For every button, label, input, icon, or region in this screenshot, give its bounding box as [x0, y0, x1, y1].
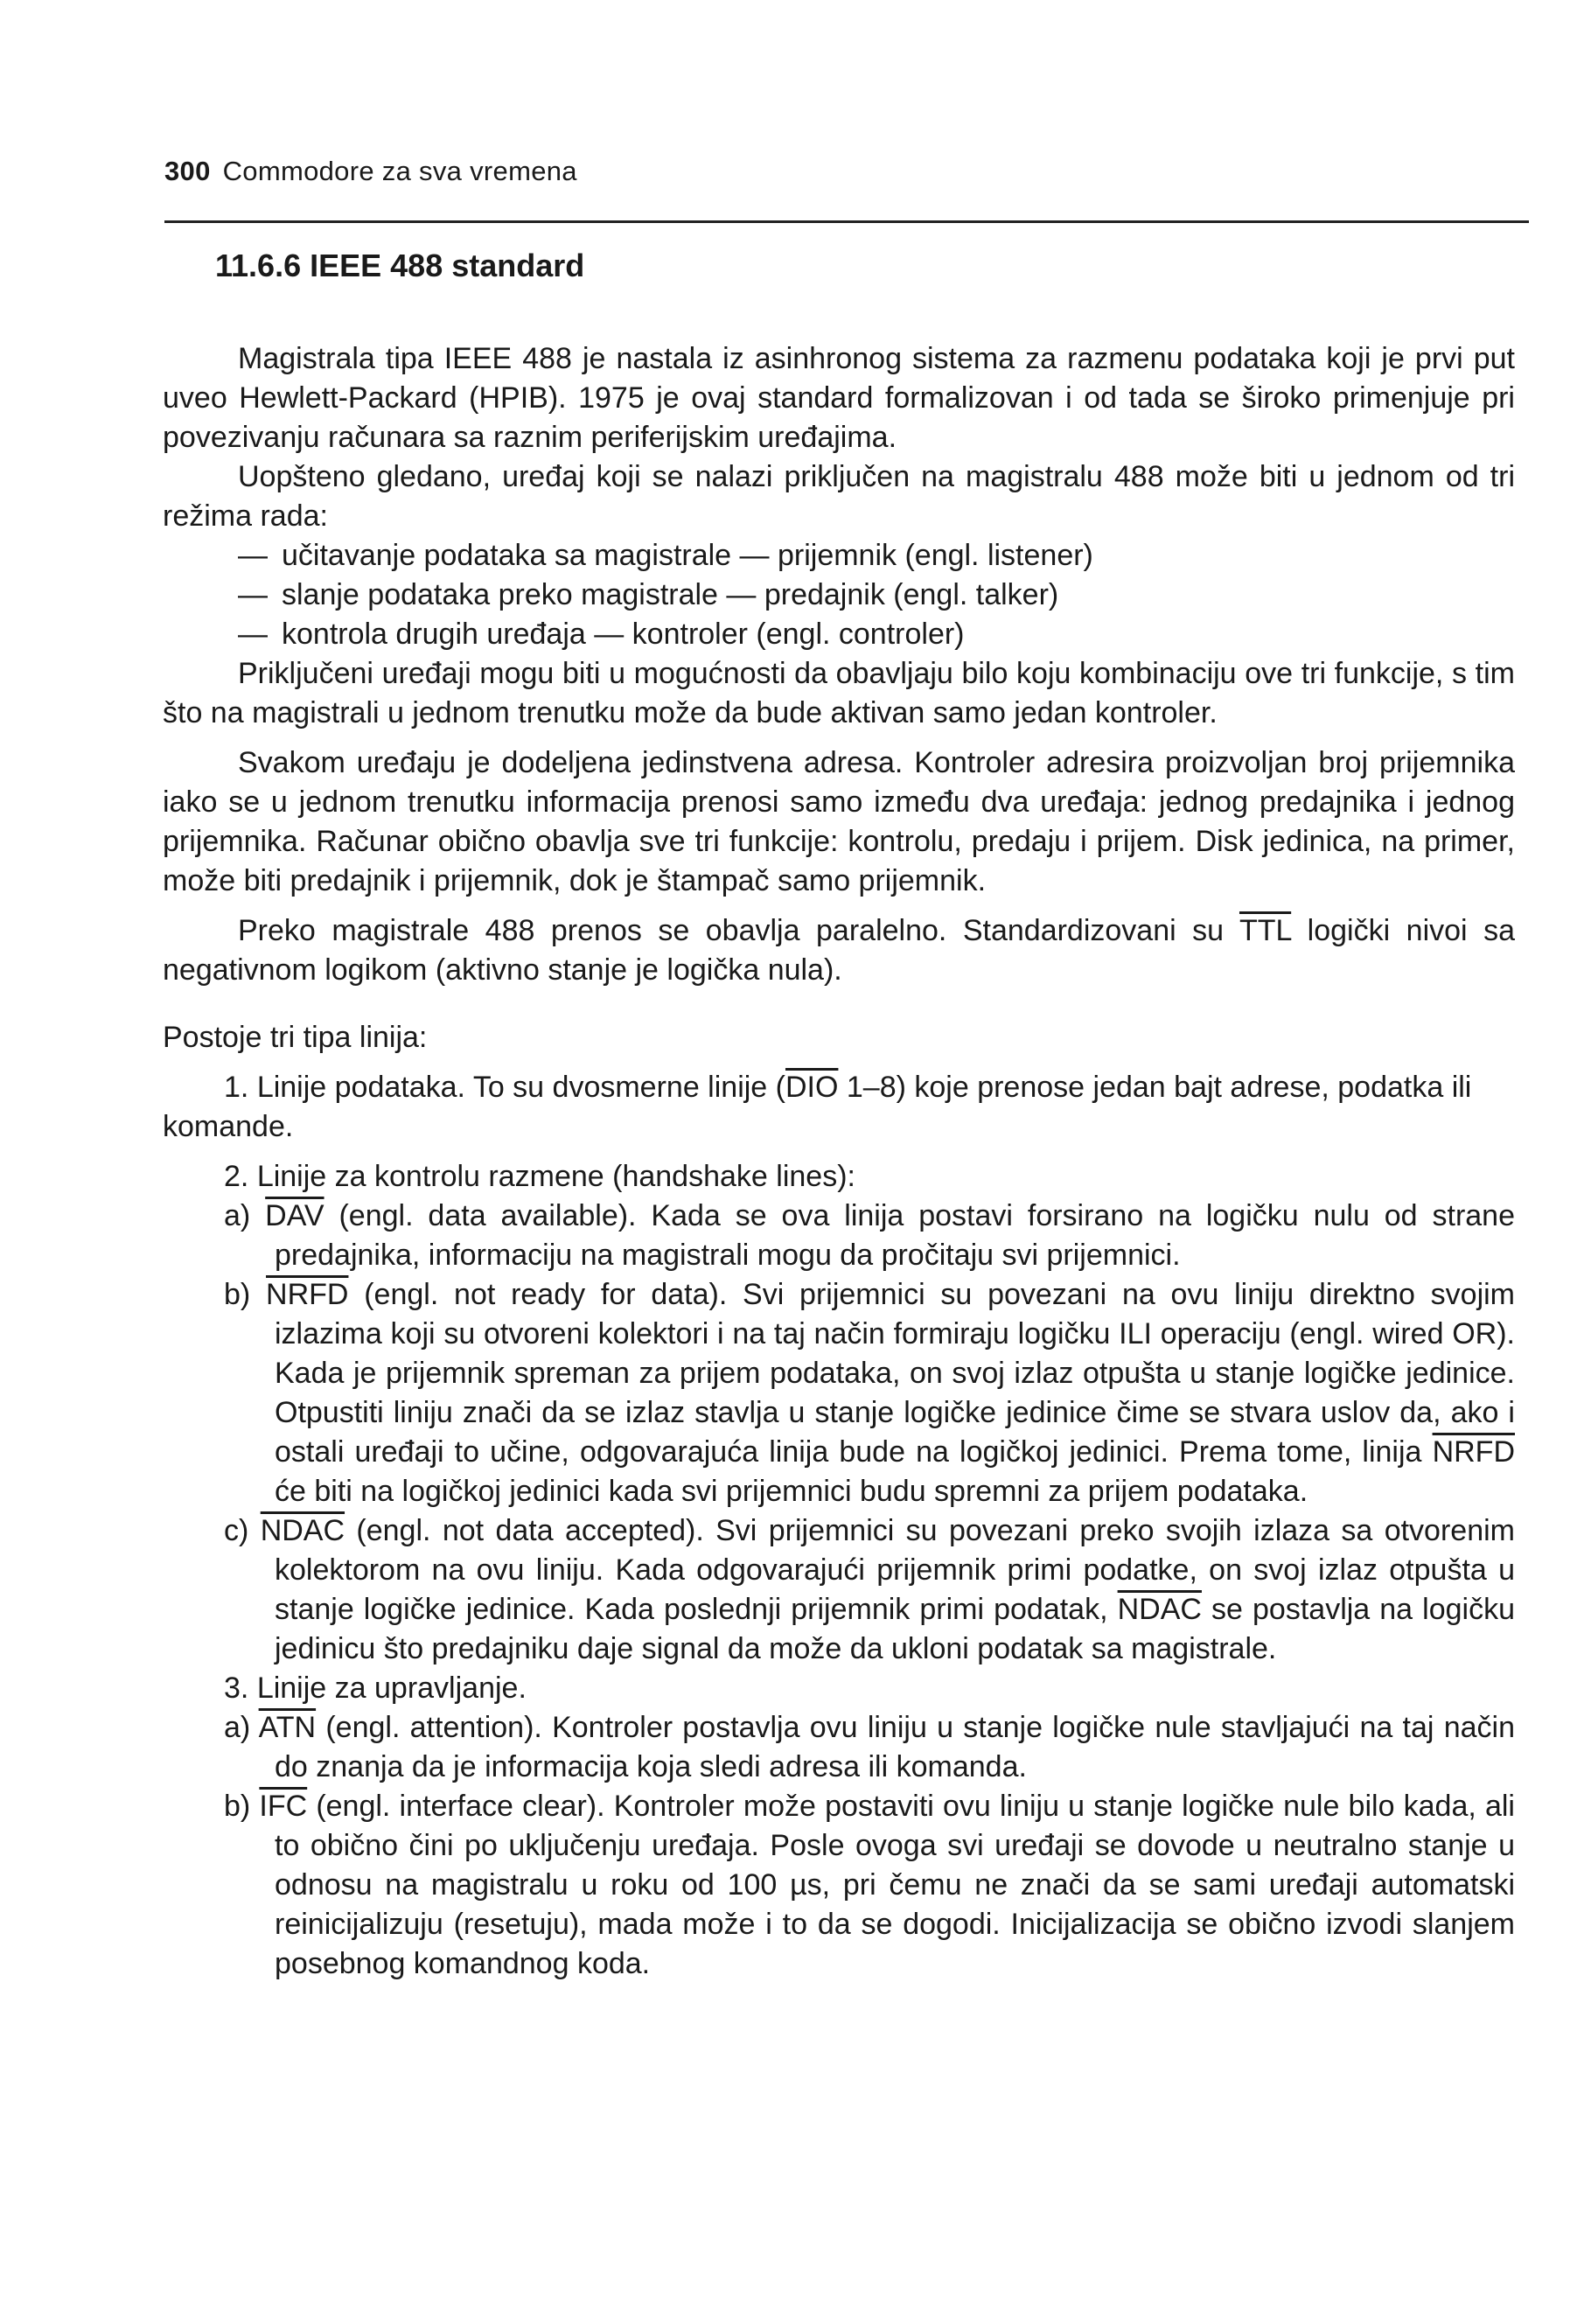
- list-item-control-lines: 3. Linije za upravljanje.: [224, 1671, 527, 1705]
- sub-item-ifc: b) $\overline{IFC}$ (engl. interface clear). Kontroler može postaviti ovu liniju u stanje logičke nule bilo kada, ali to obično čini po uključenju uređaja. Posle ovoga svi uređaji se dovode u neutralno stanje u odnosu na magistralu u roku od 100 µs, pri čemu ne znači da se sami uređaji automatski reinicijalizuju (resetuju), mada može i to da se dogodi. Inicijalizacija se obično izvodi slanjem posebnog komandnog koda.: [224, 1790, 1515, 1980]
- signal-nrfd: NRFD: [266, 1278, 349, 1311]
- running-title: Commodore za sva vremena: [222, 156, 577, 186]
- sub-item-nrfd: b) NRFD (engl. not ready for data). Svi prijemnici su povezani na ovu liniju direktno svojim izlazima koji su otvoreni kolektori i na taj način formiraju logičku ILI operaciju (engl. wired OR). Kada je prijemnik spreman za prijem podataka, on svoj izlaz otpušta u stanje logičke jedinice. Otpustiti liniju znači da se izlaz stavlja u stanje logičke jedinice čime se stvara uslov da, ako i ostali uređaji to učine, odgovarajuća linija bude na logičkoj jedinici. Prema tome, linija NRFD će biti na logičkoj jedinici kada svi prijemnici budu spremni za prijem podataka.: [224, 1278, 1516, 1508]
- mode-item: [163, 536, 1515, 576]
- signal-atn: $\overline{ATN}$: [258, 1711, 317, 1744]
- paragraph-modes-intro: Uopšteno gledano, uređaj koji se nalazi priključen na magistralu 488 može biti u jednom od tri režima rada:: [163, 460, 1515, 533]
- list-item-handshake-lines: 2. Linije za kontrolu razmene (handshake lines):: [224, 1160, 855, 1193]
- list-item-data-lines: 1. Linije podataka. To su dvosmerne linije ($\overline{DIO}$ 1–8) koje prenose jedan bajt adrese, podatka ili komande.: [163, 1071, 1472, 1143]
- mode-item: [163, 576, 1515, 615]
- mode-text: kontrola drugih uređaja — kontroler (engl. controler): [282, 618, 965, 651]
- dash-bullet: —: [238, 618, 268, 651]
- sub-item-ndac: c) NDAC (engl. not data accepted). Svi prijemnici su povezani preko svojih izlaza sa otvorenim kolektorom na ovu liniju. Kada odgovarajući prijemnik primi podatke, on svoj izlaz otpušta u stanje logičke jedinice. Kada poslednji prijemnik primi podatak, NDAC se postavlja na logičku jedinicu što predajniku daje signal da može da ukloni podatak sa magistrale.: [224, 1514, 1516, 1665]
- lines-intro: Postoje tri tipa linija:: [163, 1021, 428, 1054]
- mode-item: [163, 615, 1515, 654]
- body-text: [163, 339, 1515, 1984]
- paragraph-addressing: Svakom uređaju je dodeljena jedinstvena adresa. Kontroler adresira proizvoljan broj prijemnika iako se u jednom trenutku informacija prenosi samo između dva uređaja: jednog predajnika i jednog prijemnika. Računar obično obavlja sve tri funkcije: kontrolu, predaju i prijem. Disk jedinica, na primer, može biti predajnik i prijemnik, dok je štampač samo prijemnik.: [163, 746, 1515, 897]
- paragraph-parallel: Preko magistrale 488 prenos se obavlja paralelno. Standardizovani su $\overline{TTL}$ logički nivoi sa negativnom logikom (aktivno stanje je logička nula).: [163, 914, 1515, 987]
- running-header: [164, 156, 577, 187]
- dash-bullet: —: [238, 578, 268, 611]
- mode-text: učitavanje podataka sa magistrale — prijemnik (engl. listener): [282, 539, 1093, 572]
- signal-ndac: NDAC: [260, 1514, 345, 1547]
- sub-item-dav: a) $\overline{DAV}$ (engl. data available). Kada se ova linija postavi forsirano na logičku nulu od strane predajnika, informaciju na magistrali mogu da pročitaju svi prijemnici.: [224, 1199, 1515, 1272]
- signal-ifc: $\overline{IFC}$: [259, 1790, 308, 1823]
- signal-dio: $\overline{DIO}$: [785, 1071, 839, 1104]
- signal-dav: $\overline{DAV}$: [265, 1199, 324, 1232]
- mode-text: slanje podataka preko magistrale — predajnik (engl. talker): [282, 578, 1059, 611]
- sub-item-atn: a) $\overline{ATN}$ (engl. attention). Kontroler postavlja ovu liniju u stanje logičke nule stavljajući na taj način do znanja da je informacija koja sledi adresa ili komanda.: [224, 1711, 1515, 1783]
- ttl-term: $\overline{TTL}$: [1239, 914, 1292, 947]
- paragraph-intro: Magistrala tipa IEEE 488 je nastala iz asinhronog sistema za razmenu podataka koji je prvi put uveo Hewlett-Packard (HPIB). 1975 je ovaj standard formalizovan i od tada se široko primenjuje pri povezivanju računara sa raznim periferijskim uređajima.: [163, 342, 1515, 454]
- dash-bullet: —: [238, 539, 268, 572]
- section-title: 11.6.6 IEEE 488 standard: [215, 248, 585, 283]
- signal-ndac: NDAC: [1117, 1593, 1202, 1626]
- paragraph-functions: Priključeni uređaji mogu biti u mogućnosti da obavljaju bilo koju kombinaciju ove tri funkcije, s tim što na magistrali u jednom trenutku može da bude aktivan samo jedan kontroler.: [163, 657, 1515, 729]
- signal-nrfd: NRFD: [1432, 1435, 1515, 1469]
- header-rule: [164, 220, 1529, 223]
- page-number: 300: [164, 156, 211, 186]
